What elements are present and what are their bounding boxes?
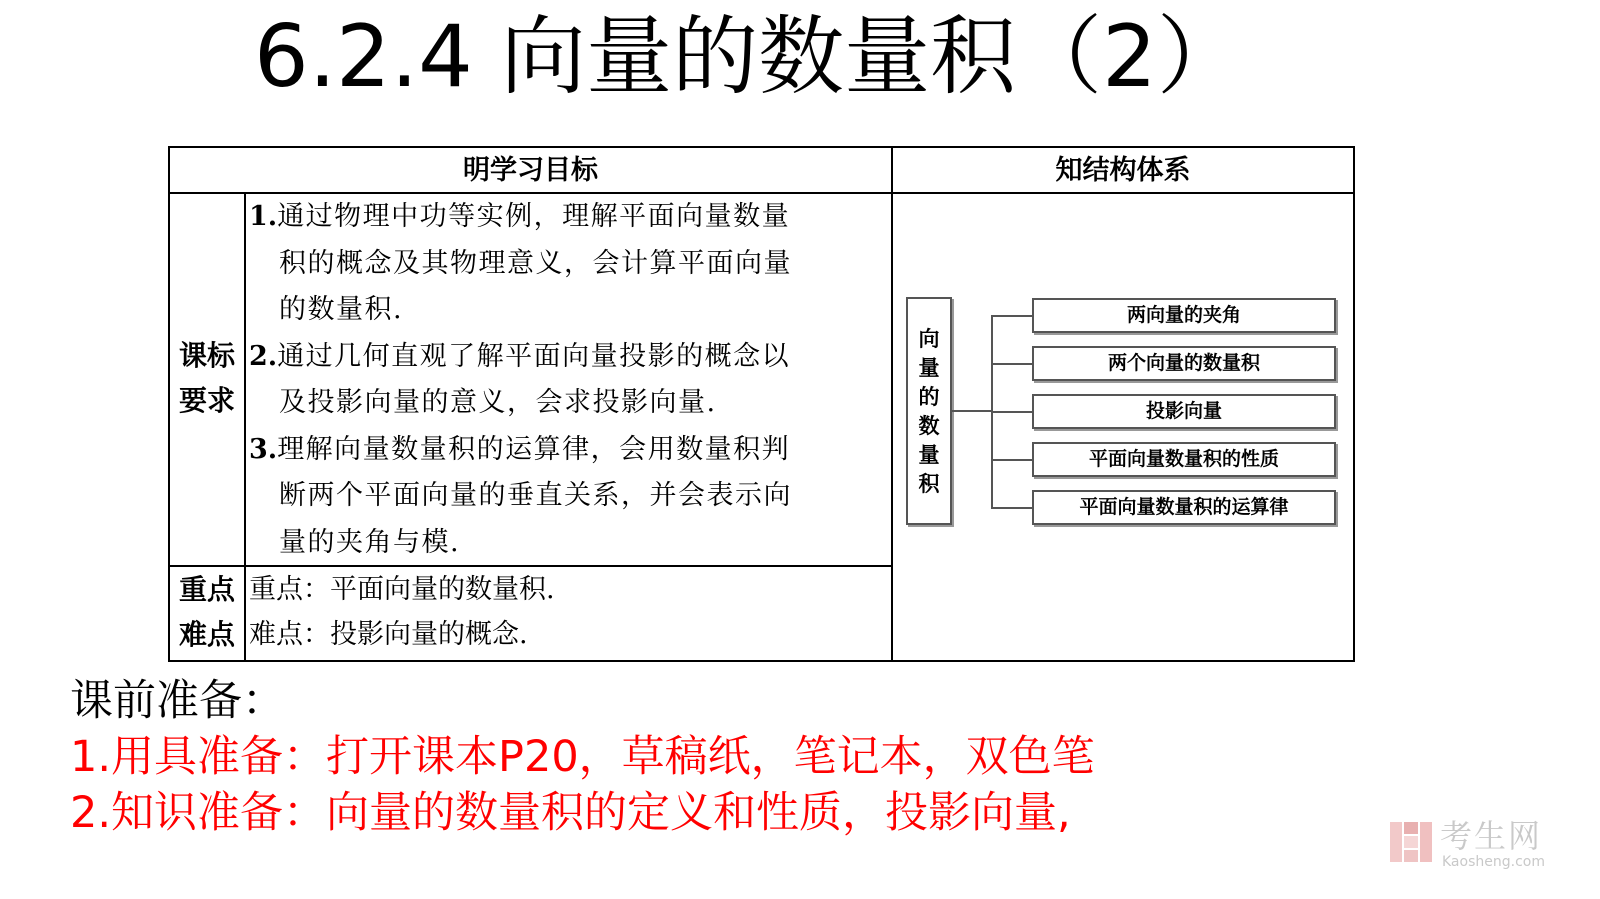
connector-root [952, 410, 992, 412]
watermark-cn: 考生网 [1440, 817, 1543, 855]
connector-branch [991, 411, 1033, 413]
branch-laws: 平面向量数量积的运算律 [1032, 490, 1336, 525]
req-line: 及投影向量的意义，会求投影向量. [279, 387, 717, 418]
header-objectives: 明学习目标 [463, 155, 598, 186]
kaosheng-logo-icon [1388, 818, 1436, 866]
connector-branch [991, 507, 1033, 509]
table-divider-label [244, 194, 246, 660]
prep-item-knowledge: 2.知识准备：向量的数量积的定义和性质，投影向量, [70, 788, 1071, 838]
requirements-list [249, 194, 891, 566]
structure-diagram [894, 194, 1353, 660]
req-line: 3.理解向量数量积的运算律，会用数量积判 [249, 433, 791, 465]
prep-item-tools: 1.用具准备：打开课本P20，草稿纸，笔记本，双色笔 [70, 732, 1095, 782]
req-line: 量的夹角与模. [279, 526, 461, 558]
key-point: 难点：投影向量的概念. [249, 619, 528, 650]
req-line: 的数量积. [279, 294, 404, 325]
connector-branch [991, 459, 1033, 461]
branch-properties: 平面向量数量积的性质 [1032, 442, 1336, 477]
connector-branch [991, 315, 1033, 317]
branch-angle: 两向量的夹角 [1032, 298, 1336, 333]
connector-branch [991, 363, 1033, 365]
req-line: 积的概念及其物理意义，会计算平面向量 [279, 247, 792, 279]
prep-heading: 课前准备： [70, 676, 285, 726]
key-point: 重点：平面向量的数量积. [249, 574, 555, 605]
branch-projection: 投影向量 [1032, 394, 1336, 429]
key-points-label: 重点 难点 [178, 573, 235, 651]
header-structure: 知结构体系 [1055, 155, 1191, 186]
requirements-label: 课标 要求 [178, 339, 235, 417]
req-line: 2.通过几何直观了解平面向量投影的概念以 [249, 340, 791, 372]
watermark-en: Kaosheng.com [1442, 854, 1545, 870]
watermark [1388, 818, 1548, 874]
req-line: 断两个平面向量的垂直关系，并会表示向 [279, 480, 792, 511]
page-title: 6.2.4 向量的数量积（2） [254, 7, 1243, 107]
branch-dot-product: 两个向量的数量积 [1032, 346, 1336, 381]
diagram-root: 向 量 的 数 量 积 [906, 297, 952, 525]
req-line: 1.通过物理中功等实例，理解平面向量数量 [249, 201, 791, 232]
table-divider-main [891, 148, 893, 660]
objectives-table [168, 146, 1355, 662]
key-points [249, 567, 891, 657]
